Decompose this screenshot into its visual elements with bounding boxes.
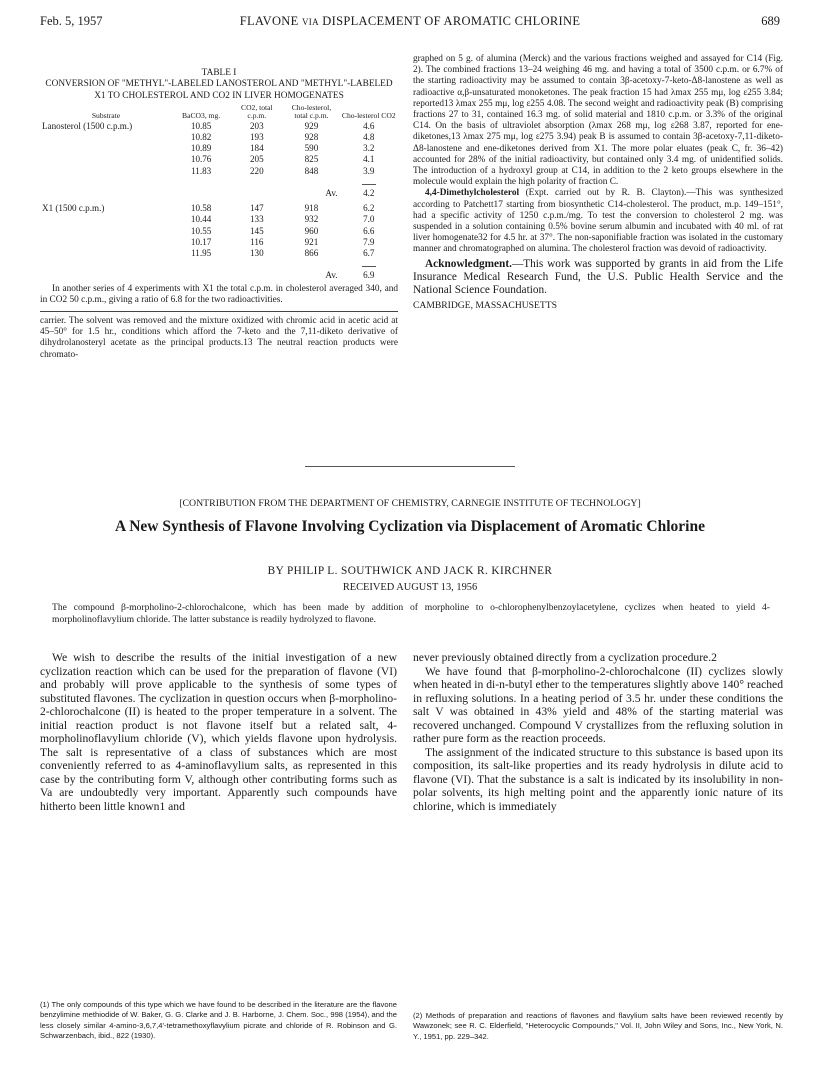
table-cell: 145 <box>250 225 264 236</box>
table-cell: 10.55 <box>190 225 212 236</box>
acknowledgment: Acknowledgment.—This work was supported by grants in aid from the Life Insurance Medical Research Fund, the U.S. Public Health Service and the National Science Foundation. <box>413 257 783 297</box>
average-rule-row <box>40 259 398 270</box>
average-rule <box>362 266 376 267</box>
col-header-substrate: Substrate <box>91 111 121 121</box>
table-cell: 590 <box>304 143 319 154</box>
table-cell: 11.83 <box>191 165 212 176</box>
right-paragraph-1: graphed on 5 g. of alumina (Merck) and the various fractions weighed and assayed for C14 (Fig. 2). The combined fractions 13–24 weighing 46 mg. and having a total of 3500 c.p.m. or 6.7% of the starting radioactivity may be assumed to contain 3β-acetoxy-7-keto-Δ8-lanostene as well as radioactive α,β-unsaturated monoketones. The peak fraction 15 had λmax 255 mμ, log ε255 3.84; reported13 λmax 255 mμ, log ε255 4.08. The second weight and radioactivity peak (B) comprising fractions 27 to 31, contained 16.3 mg. of solid material and 1810 c.p.m. or 3.3% of the original C14. On the basis of ultraviolet absorption (λmax 268 mμ, log ε268 3.87, reported for ene-diketones,13 λmax 275 mμ, log ε275 3.94) peak B is assumed to contain 3β-acetoxy-7,11-diketo-Δ8-lanostene and ene-diketones derived from X1. The more polar eluates (peak C, fr. 36–42) accounted for 28% of the initial radioactivity, but contained only 3.4 mg. of unidentified solids. The introduction of a hydroxyl group at C14, in addition to the 2 keto groups elsewhere in the molecule would explain the high polarity of fraction C. <box>413 54 783 188</box>
table-label: TABLE I <box>201 68 237 78</box>
authors: BY PHILIP L. SOUTHWICK AND JACK R. KIRCHNER <box>267 565 553 577</box>
substrate-cell: X1 (1500 c.p.m.) <box>42 203 105 214</box>
table-row <box>40 248 398 259</box>
substrate-cell <box>40 154 172 165</box>
table-cell: 10.76 <box>190 154 212 165</box>
contribution-line: [CONTRIBUTION FROM THE DEPARTMENT OF CHEMISTRY, CARNEGIE INSTITUTE OF TECHNOLOGY] <box>179 498 641 509</box>
table-cell: 10.89 <box>190 143 212 154</box>
table-cell: 10.82 <box>190 132 212 143</box>
average-label: Av. <box>325 270 338 281</box>
col-header-co2: CO2, total c.p.m. <box>241 103 273 121</box>
table-cell: 130 <box>250 248 264 259</box>
col-header-ratio: Cho-lesterol CO2 <box>341 111 396 121</box>
table-cell: 7.0 <box>363 214 375 225</box>
average-value: 4.2 <box>363 188 375 199</box>
col-header-cholesterol: Cho-lesterol, total c.p.m. <box>291 103 332 121</box>
table-cell: 825 <box>304 154 319 165</box>
average-label: Av. <box>325 188 338 199</box>
body-paragraph: The assignment of the indicated structure to this substance is based upon its composition, its salt-like properties and its ready hydrolysis in dilute acid to flavone (VI). That the substance is a salt is indicated by its insolubility in non-polar solvents, its high melting point and the apparently ionic nature of its chlorine, which is immediately <box>413 745 783 813</box>
table-row <box>40 154 398 165</box>
average-row <box>40 188 398 199</box>
substrate-cell <box>40 132 172 143</box>
substrate-cell <box>40 143 172 154</box>
average-row <box>40 270 398 281</box>
table-body <box>40 121 398 282</box>
left-column-top <box>40 68 398 361</box>
table-cell: 10.17 <box>190 236 212 247</box>
table-cell: 3.2 <box>363 143 375 154</box>
table-cell: 918 <box>304 203 319 214</box>
table-cell: 133 <box>250 214 264 225</box>
footnote-2: (2) Methods of preparation and reactions of flavones and flavylium salts have been reviewed recently by Wawzonek; see R. C. Elderfield, "Heterocyclic Compounds," Vol. II, John Wiley and Sons, Inc., New York, N. Y., 1951, pp. 229–342. <box>413 1011 783 1041</box>
article-title: A New Synthesis of Flavone Involving Cyclization via Displacement of Aromatic Chlorine <box>115 518 705 535</box>
body-paragraph: We wish to describe the results of the initial investigation of a new cyclization reaction which can be used for the preparation of flavone (VI) and probably will prove applicable to the synthesis of some types of substituted flavones. The cyclization in question occurs when β-morpholino-2-chlorochalcone (II) is heated to the proper temperature in a solvent. The initial reaction product is not flavone itself but a related salt, 4-morpholinoflavylium chloride (V), which yields flavone upon hydrolysis. The salt is representative of a class of substances which are most conveniently referred to as 4-aminoflavylium salts, as represented in this case by the contributing form V, although other contributing forms such as Va are undoubtedly very important. Apparently such compounds have hitherto been little known1 and <box>40 651 397 813</box>
col-header-baco3: BaCO3, mg. <box>182 111 221 121</box>
table-row <box>40 214 398 225</box>
substrate-cell <box>40 166 172 177</box>
left-paragraph: carrier. The solvent was removed and the mixture oxidized with chromic acid in acetic acid at 45–50° for 1.5 hr., conditions which afford the 7-keto and the 7,11-diketo derivative of dihydrolanosteryl acetate as the principal products.13 The neutral reaction products were chromato- <box>40 316 398 360</box>
body-left <box>40 651 397 813</box>
table-row <box>40 121 398 132</box>
table-cell: 932 <box>304 214 319 225</box>
section-separator <box>305 466 515 467</box>
table-title: CONVERSION OF "METHYL"-LABELED LANOSTEROL AND "METHYL"-LABELED X1 TO CHOLESTEROL AND CO2 IN LIVER HOMOGENATES <box>45 79 393 101</box>
right-paragraph-2: 4,4-Dimethylcholesterol (Expt. carried out by R. B. Clayton).—This was synthesized according to Patchett17 starting from biosynthetic C14-cholesterol. The product, m.p. 149–151°, had a specific activity of 1250 c.p.m./mg. To test the conversion to cholesterol 2 mg. was suspended in a solution containing 0.5% bovine serum albumin and incubated with 40 ml. of rat liver homogenate32 for 4.5 hr. at 37°. The non-saponifiable fraction was isolated in the customary manner and chromatographed on alumina. The cholesterol fraction was devoid of radioactivity. <box>413 188 783 255</box>
right-column-top <box>413 54 783 311</box>
acknowledgment-lead: Acknowledgment. <box>425 257 512 270</box>
body-paragraph: never previously obtained directly from a cyclization procedure.2 <box>413 651 717 664</box>
table-cell: 3.9 <box>363 165 375 176</box>
table-cell: 193 <box>250 132 264 143</box>
table-cell: 184 <box>250 143 264 154</box>
average-rule <box>362 184 376 185</box>
table-cell: 205 <box>250 154 264 165</box>
substrate-cell <box>40 248 172 259</box>
received-date: RECEIVED AUGUST 13, 1956 <box>342 582 478 593</box>
table-cell: 203 <box>250 120 264 131</box>
page-number: 689 <box>761 14 780 28</box>
table-row <box>40 132 398 143</box>
divider <box>40 311 398 312</box>
table-cell: 7.9 <box>363 236 375 247</box>
table-row <box>40 143 398 154</box>
footnote-1: (1) The only compounds of this type which we have found to be described in the literature are the flavone benzylimine methiodide of W. Baker, G. G. Clarke and J. B. Harborne, J. Chem. Soc., 998 (1954), and the less closely similar 4-amino-3,6,7,4'-tetramethoxyflavylium picrate and chloride of R. Robinson and G. Schwarzenbach, ibid., 822 (1930). <box>40 1000 397 1041</box>
data-table <box>40 104 398 282</box>
table-cell: 4.6 <box>363 120 375 131</box>
place: CAMBRIDGE, MASSACHUSETTS <box>413 299 557 311</box>
table-row <box>40 237 398 248</box>
journal-date: Feb. 5, 1957 <box>40 14 103 28</box>
table-footnote: In another series of 4 experiments with X1 the total c.p.m. in cholesterol averaged 340, and in CO2 50 c.p.m., giving a ratio of 6.8 for the two radioactivities. <box>40 283 398 305</box>
table-cell: 6.6 <box>363 225 375 236</box>
table-cell: 10.44 <box>190 214 212 225</box>
table-cell: 6.7 <box>363 248 375 259</box>
substrate-cell <box>40 237 172 248</box>
table-cell: 147 <box>250 203 264 214</box>
table-cell: 4.1 <box>363 154 375 165</box>
table-cell: 929 <box>304 120 319 131</box>
table-cell: 10.58 <box>190 203 212 214</box>
substrate-cell <box>40 226 172 237</box>
table-cell: 928 <box>304 132 319 143</box>
table-row <box>40 203 398 214</box>
abstract: The compound β-morpholino-2-chlorochalcone, which has been made by addition of morpholine to o-chlorophenylbenzoylacetylene, cyclizes when heated to yield 4-morpholinoflavylium chloride. The latter substance is readily hydrolyzed to flavone. <box>52 602 770 625</box>
average-rule-row <box>40 177 398 188</box>
table-cell: 4.8 <box>363 132 375 143</box>
body-paragraph: We have found that β-morpholino-2-chlorochalcone (II) cyclizes slowly when heated in di-n-butyl ether to the temperatures slightly above 140° reached in refluxing solutions. In a heating period of 3.5 hr. under these conditions the salt V was obtained in 43% yield and 48% of the starting material was recovered unchanged. Compound V crystallizes from the refluxing solution in rather pure form as the reaction proceeds. <box>413 664 783 745</box>
table-cell: 921 <box>304 236 319 247</box>
table-cell: 960 <box>304 225 319 236</box>
table-cell: 848 <box>304 165 319 176</box>
section-lead: 4,4-Dimethylcholesterol <box>425 188 520 199</box>
table-cell: 866 <box>304 248 319 259</box>
average-value: 6.9 <box>363 270 375 281</box>
body-right <box>413 651 783 813</box>
table-cell: 116 <box>250 236 264 247</box>
substrate-cell: Lanosterol (1500 c.p.m.) <box>42 120 133 131</box>
table-row <box>40 166 398 177</box>
table-cell: 220 <box>250 165 264 176</box>
table-cell: 10.85 <box>190 120 212 131</box>
table-cell: 11.95 <box>191 248 212 259</box>
table-cell: 6.2 <box>363 203 375 214</box>
running-title: FLAVONE via DISPLACEMENT OF AROMATIC CHLORINE <box>239 14 581 28</box>
table-row <box>40 226 398 237</box>
running-header <box>40 14 780 30</box>
substrate-cell <box>40 214 172 225</box>
